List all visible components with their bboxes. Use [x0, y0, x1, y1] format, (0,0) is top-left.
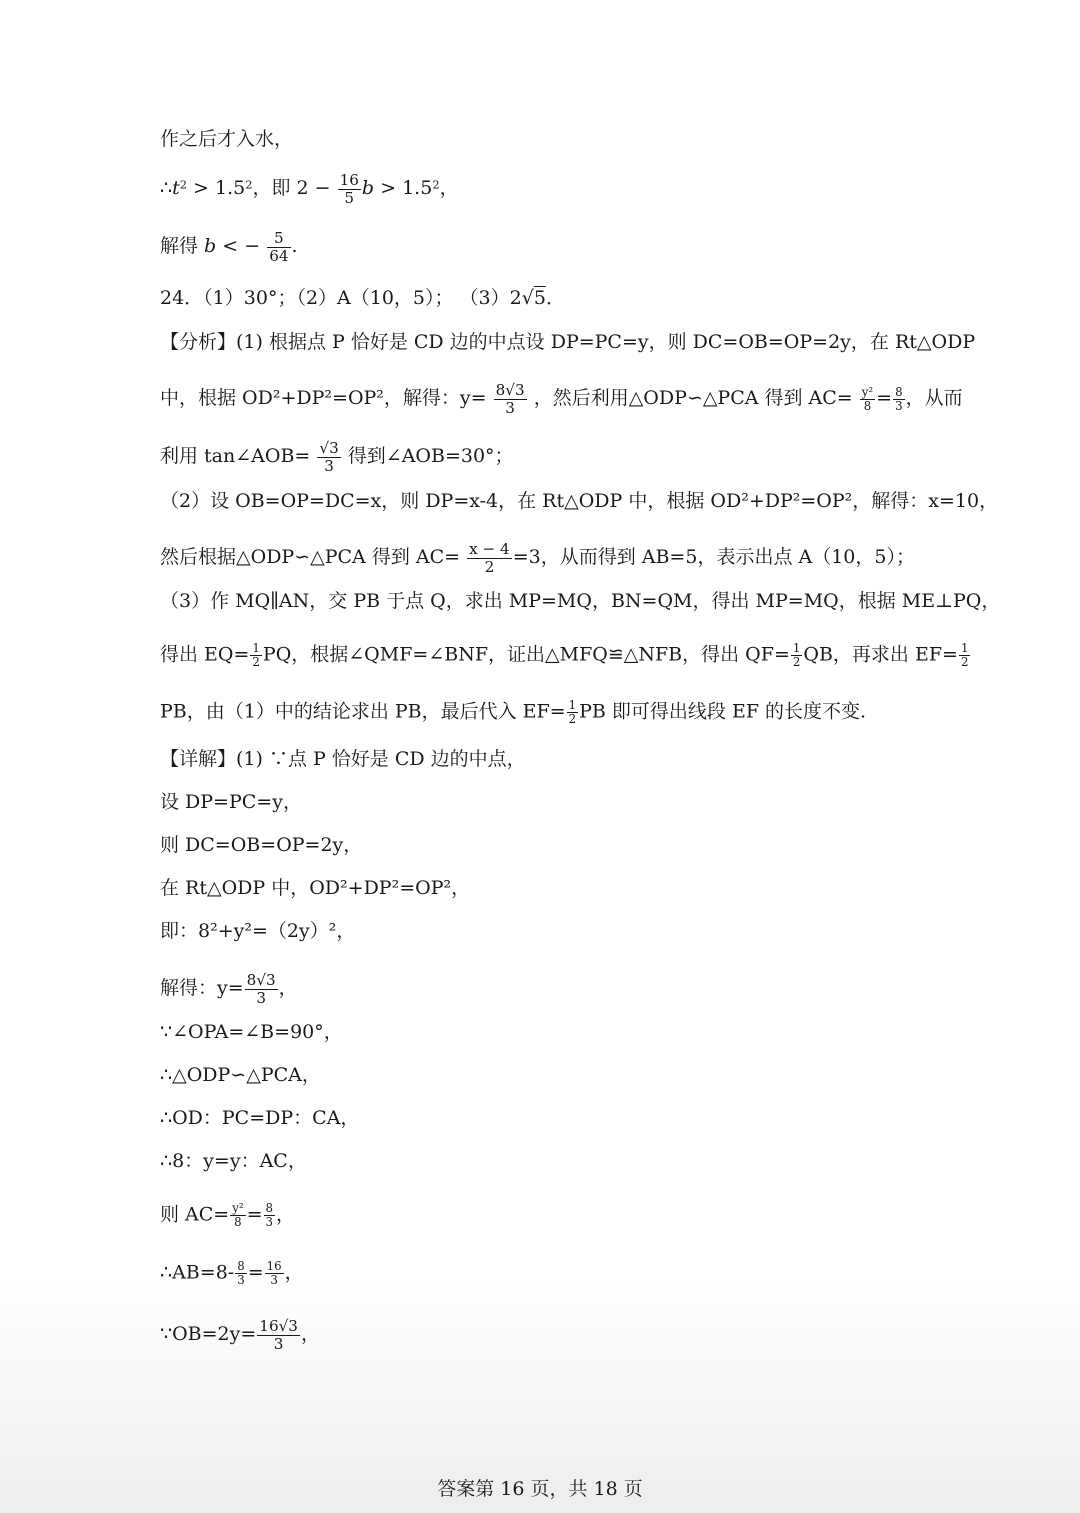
detail-line: 则 DC=OB=OP=2y， — [160, 834, 363, 856]
fraction: $\frac{1}{2}$ — [252, 641, 260, 669]
fraction: $\frac{16}{5}$ — [339, 171, 359, 207]
detail-line: ∴AB=8- $\frac{8}{3}$ = $\frac{16}{3}$ ， — [160, 1259, 304, 1287]
text-line: 作之后才入水， — [160, 128, 294, 150]
fraction: $\frac{8√3}{3}$ — [246, 971, 276, 1007]
detail-line: ∵∠OPA=∠B=90°， — [160, 1021, 343, 1043]
analysis-line: （3）作 MQ∥AN，交 PB 于点 Q，求出 MP=MQ，BN=QM，得出 MP=MQ，根据 ME⊥PQ， — [160, 590, 1001, 612]
fraction: $\frac{16√3}{3}$ — [259, 1317, 298, 1353]
detail-line: 解得：y= $\frac{8√3}{3}$ ， — [160, 971, 298, 1007]
detail-line: 在 Rt△ODP 中，OD²+DP²=OP²， — [160, 877, 471, 899]
fraction: $\frac{\text{y²}}{8}$ — [232, 1201, 244, 1229]
fraction: $\frac{√3}{3}$ — [319, 439, 339, 475]
analysis-line: 得出 EQ= $\frac{1}{2}$ PQ，根据∠QMF=∠BNF，证出△MFQ≌△NFB，得出 QF= $\frac{1}{2}$ QB，再求出 EF= $\frac{1}{2}$ — [160, 641, 969, 669]
fraction: $\frac{8}{3}$ — [237, 1259, 245, 1287]
analysis-line: PB，由（1）中的结论求出 PB，最后代入 EF= $\frac{1}{2}$ PB 即可得出线段 EF 的长度不变. — [160, 698, 867, 726]
detail-line: 则 AC= $\frac{\text{y²}}{8}$ = $\frac{8}{3}$ ， — [160, 1201, 296, 1229]
fraction: $\frac{16}{3}$ — [266, 1259, 282, 1287]
analysis-line: 利用 tan∠AOB= $\frac{√3}{3}$ 得到∠AOB=30°； — [160, 439, 514, 475]
fraction: $\frac{1}{2}$ — [792, 641, 801, 669]
fraction: $\frac{1}{2}$ — [568, 698, 577, 726]
detail-line: ∴8：y=y：AC， — [160, 1150, 307, 1172]
analysis-line: 【分析】(1) 根据点 P 恰好是 CD 边的中点设 DP=PC=y，则 DC=OB=OP=2y，在 Rt△ODP — [160, 331, 976, 353]
inequality-line: $\therefore t^2 > 1.5^2$，即 2 − $\frac{16}{5}$ $b > 1.5^2$， — [160, 171, 459, 207]
analysis-line: （2）设 OB=OP=DC=x，则 DP=x-4，在 Rt△ODP 中，根据 OD²+DP²=OP²，解得：x=10， — [160, 490, 999, 512]
fraction: $\frac{1}{2}$ — [960, 641, 969, 669]
detail-line: ∴△ODP∽△PCA， — [160, 1064, 321, 1086]
solution-line: 解得 b < − $\frac{5}{64}$ . — [160, 229, 298, 265]
detail-line: 设 DP=PC=y， — [160, 791, 302, 813]
fraction: $\frac{8√3}{3}$ — [495, 381, 525, 417]
fraction: $\frac{8}{3}$ — [265, 1201, 274, 1229]
fraction: $\frac{5}{64}$ — [269, 229, 289, 265]
fraction: $\frac{\text{y²}}{8}$ — [861, 384, 874, 413]
detail-line: ∵OB=2y= $\frac{16√3}{3}$ ， — [160, 1317, 320, 1353]
analysis-line: 然后根据△ODP∽△PCA 得到 AC= $\frac{x - 4}{2}$ =3，从而得到 AB=5，表示出点 A（10，5）； — [160, 540, 915, 576]
analysis-line: 中，根据 OD²+DP²=OP²，解得：y= $\frac{8√3}{3}$ ，然后利用△ODP∽△PCA 得到 AC= $\frac{\text{y²}}{8}$ = $\frac{8}{3}$ ，从而 — [160, 381, 963, 417]
detail-line: ∴OD：PC=DP：CA， — [160, 1107, 360, 1129]
answer-line: 24．（1）30°；（2）A（10，5）； （3）2√5． — [160, 287, 565, 309]
detail-line: 【详解】(1) ∵点 P 恰好是 CD 边的中点， — [160, 748, 526, 770]
detail-line: 即：8²+y²=（2y）²， — [160, 920, 356, 942]
fraction: $\frac{8}{3}$ — [895, 384, 903, 413]
page-footer: 答案第 16 页，共 18 页 — [437, 1478, 643, 1500]
fraction: $\frac{x - 4}{2}$ — [469, 540, 510, 576]
